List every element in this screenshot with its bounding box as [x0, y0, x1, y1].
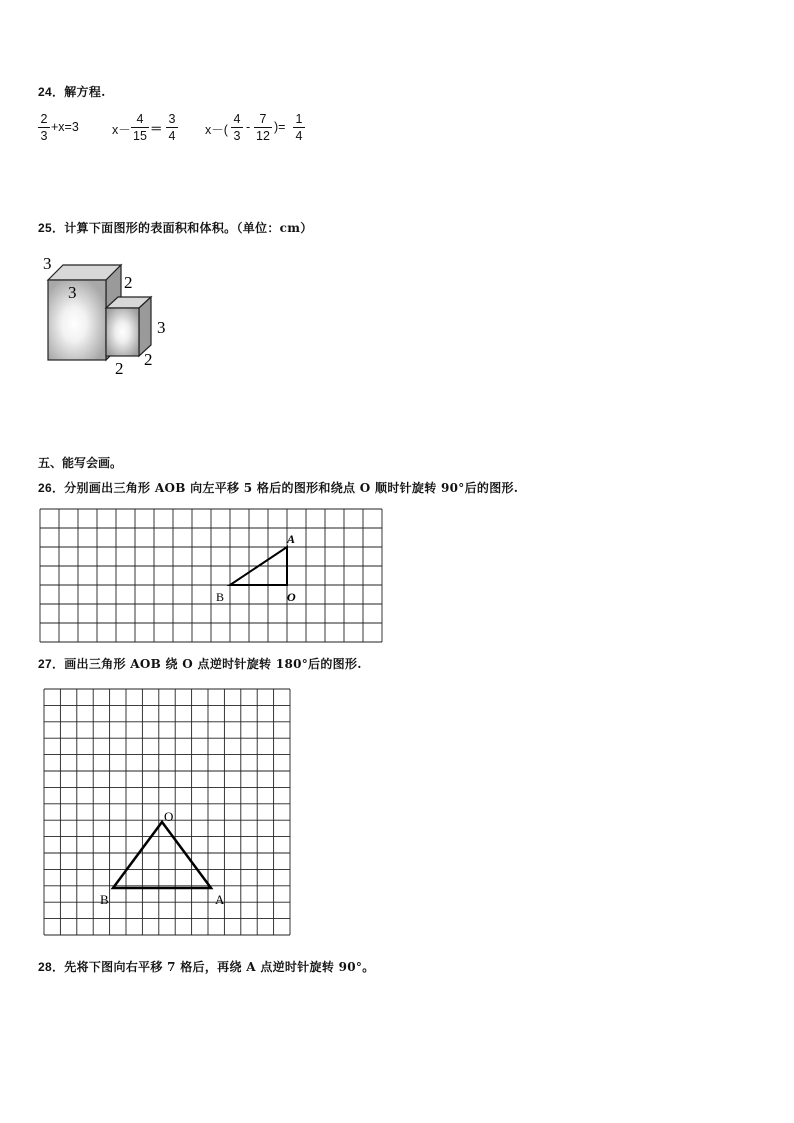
eq2-fraction-bar — [131, 127, 149, 128]
q25-text: 计算下面图形的表面积和体积。（单位：cm） — [64, 221, 313, 235]
q25-heading — [38, 219, 313, 236]
eq3-rhs-fraction — [293, 112, 305, 143]
q26-number: 26． — [38, 481, 65, 495]
eq3-lead: x－( — [205, 123, 228, 137]
q24-text: 解方程. — [64, 85, 106, 99]
q27-grid-figure — [42, 687, 296, 941]
cuboid-figure — [38, 250, 178, 380]
q27-number: 27． — [38, 657, 65, 671]
q27-text: 画出三角形 AOB 绕 O 点逆时针旋转 180°后的图形. — [64, 657, 362, 671]
small-cuboid-front — [106, 308, 139, 356]
q24-heading — [38, 83, 106, 100]
label-small-side: 3 — [157, 318, 166, 337]
eq1-fraction-bar — [38, 127, 50, 128]
q26-label-b: B — [216, 590, 225, 604]
q26-label-a: A — [287, 532, 296, 546]
q26-heading — [38, 479, 518, 496]
eq2-equals: ＝ — [150, 122, 163, 136]
eq3-f1-bar — [231, 127, 243, 128]
eq3-f2-denominator: 12 — [256, 129, 270, 143]
q26-text: 分别画出三角形 AOB 向左平移 5 格后的图形和绕点 O 顺时针旋转 90°后的图形. — [64, 481, 519, 495]
eq3-fraction-2 — [254, 112, 272, 143]
eq2-rhs-numerator: 3 — [168, 112, 176, 126]
label-big-front: 3 — [68, 283, 77, 302]
eq1-denominator: 3 — [40, 129, 48, 143]
big-cuboid-front — [48, 280, 106, 360]
label-big-top-left: 3 — [43, 254, 52, 273]
eq2-denominator: 15 — [133, 129, 147, 143]
eq3-rhs-numerator: 1 — [295, 112, 303, 126]
eq3-rhs-denominator: 4 — [295, 129, 303, 143]
q27-triangle-aob — [113, 822, 211, 888]
q27-label-a: A — [215, 892, 225, 907]
eq2-fraction — [131, 112, 149, 143]
q25-number: 25． — [38, 221, 65, 235]
label-small-depth: 2 — [144, 350, 153, 369]
eq3-f2-numerator: 7 — [259, 112, 267, 126]
q27-heading — [38, 655, 362, 672]
label-small-bottom: 2 — [115, 359, 124, 378]
q28-text: 先将下图向右平移 7 格后，再绕 A 点逆时针旋转 90°。 — [64, 960, 375, 974]
eq2-lead: x－ — [112, 123, 131, 137]
q28-heading — [38, 958, 375, 975]
q24-number: 24． — [38, 85, 65, 99]
eq3-close: )= — [274, 120, 286, 134]
eq3-f1-numerator: 4 — [233, 112, 241, 126]
eq2-rhs-bar — [166, 127, 178, 128]
q26-grid — [40, 509, 382, 642]
eq3-minus: - — [246, 120, 251, 134]
eq3-f1-denominator: 3 — [233, 129, 241, 143]
q28-number: 28． — [38, 960, 65, 974]
section-5-heading: 五、能写会画。 — [38, 456, 123, 470]
eq1-numerator: 2 — [40, 112, 48, 126]
eq3-rhs-bar — [293, 127, 305, 128]
q27-label-o: O — [164, 809, 174, 824]
eq2-rhs-fraction — [166, 112, 178, 143]
label-top-right: 2 — [124, 273, 133, 292]
q26-grid-figure — [38, 506, 384, 644]
small-cuboid-side — [139, 297, 151, 356]
eq3-f2-bar — [254, 127, 272, 128]
eq2-numerator: 4 — [136, 112, 144, 126]
q27-label-b: B — [100, 892, 109, 907]
eq1-rest: +x=3 — [51, 120, 79, 134]
eq2-rhs-denominator: 4 — [168, 129, 176, 143]
q26-label-o: O — [287, 590, 296, 604]
eq3-fraction-1 — [231, 112, 243, 143]
eq1-fraction — [38, 112, 50, 143]
